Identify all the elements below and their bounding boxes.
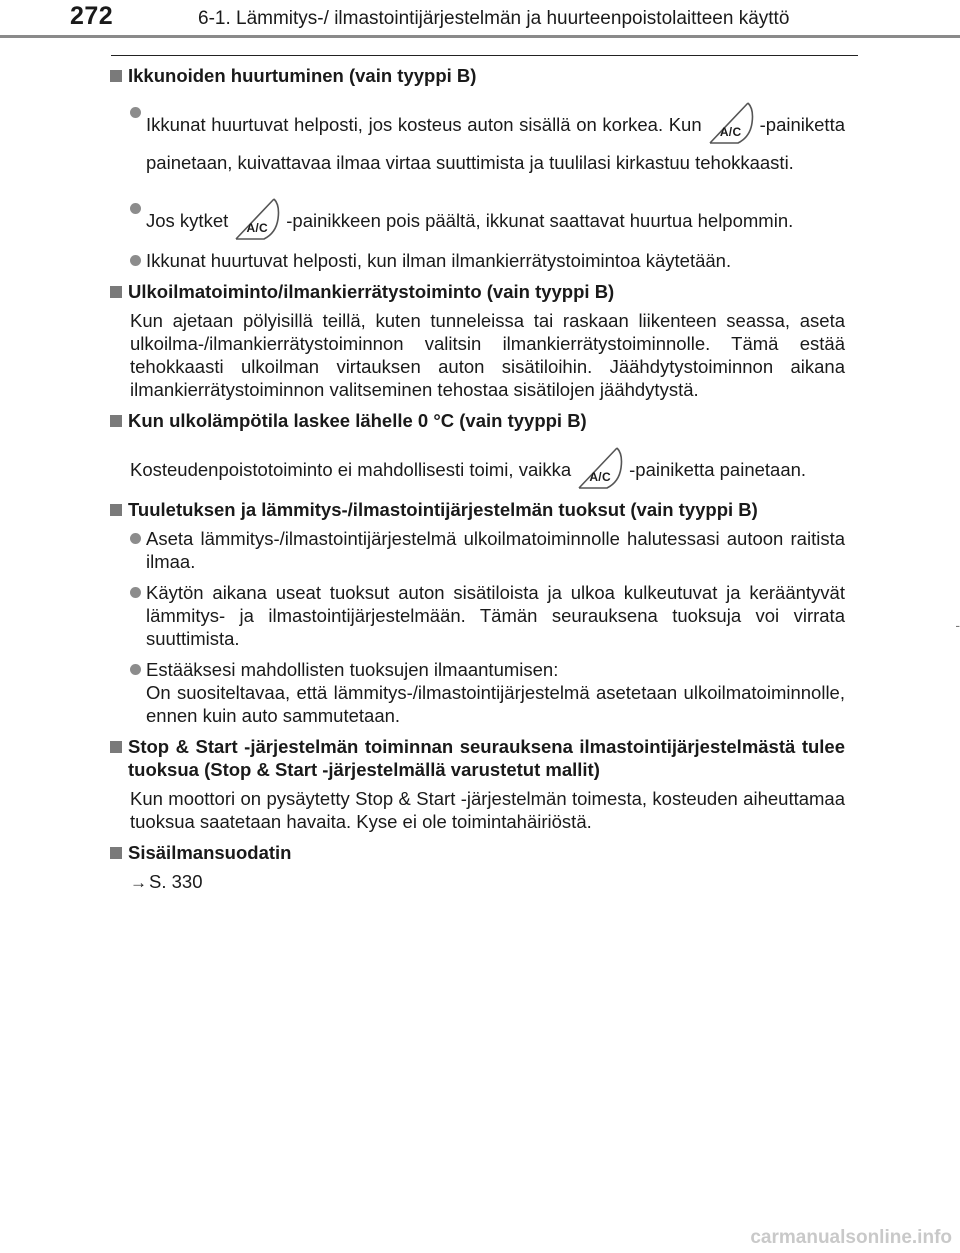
heading-text: Kun ulkolämpötila laskee lähelle 0 °C (vain tyyppi B) bbox=[128, 410, 587, 431]
ac-label: A/C bbox=[719, 125, 742, 139]
square-bullet-icon bbox=[110, 415, 122, 427]
heading-text: Stop & Start -järjestelmän toiminnan seurauksena ilmastointijärjestelmästä tulee tuoksua (Stop & Start -järjestelmällä varustetut mallit) bbox=[128, 736, 845, 780]
item-text: Ikkunat huurtuvat helposti, kun ilman ilmankierrätystoimintoa käytetään. bbox=[146, 250, 732, 271]
page-number: 272 bbox=[70, 2, 114, 30]
heading-text: Tuuletuksen ja lämmitys-/ilmastointijärjestelmän tuoksut (vain tyyppi B) bbox=[128, 499, 758, 520]
circle-bullet-icon bbox=[130, 255, 141, 266]
section-odors bbox=[110, 498, 845, 727]
item-text-cont: -painikkeen pois päältä, ikkunat saattavat huurtua helpommin. bbox=[286, 210, 794, 231]
heading-text: Ikkunoiden huurtuminen (vain tyyppi B) bbox=[128, 65, 477, 86]
paragraph bbox=[130, 446, 845, 490]
item-text: Estääksesi mahdollisten tuoksujen ilmaantumisen: bbox=[146, 659, 559, 680]
item-text: Aseta lämmitys-/ilmastointijärjestelmä ulkoilmatoiminnolle halutessasi autoon raitista ilmaa. bbox=[146, 528, 845, 572]
page-reference-text[interactable]: S. 330 bbox=[149, 871, 203, 892]
page-reference[interactable] bbox=[130, 870, 845, 894]
header-rule bbox=[0, 35, 960, 38]
header-title: 6-1. Lämmitys-/ ilmastointijärjestelmän ja huurteenpoistolaitteen käyttö bbox=[198, 8, 790, 29]
section-outside-temp-near-zero bbox=[110, 409, 845, 490]
ac-button-icon bbox=[577, 446, 623, 490]
section-cabin-air-filter bbox=[110, 841, 845, 894]
section-heading bbox=[110, 735, 845, 781]
heading-text: Ulkoilmatoiminto/ilmankierrätystoiminto (vain tyyppi B) bbox=[128, 281, 615, 302]
heading-text: Sisäilmansuodatin bbox=[128, 842, 292, 863]
list-item bbox=[130, 101, 845, 181]
item-text-cont: On suositeltavaa, että lämmitys-/ilmastointijärjestelmä asetetaan ulkoilmatoiminnolle, ennen kuin auto sammutetaan. bbox=[146, 682, 845, 726]
paragraph: Kun moottori on pysäytetty Stop & Start -järjestelmän toimesta, kosteuden aiheuttamaa tuoksua saatetaan havaita. Kyse ei ole toimintahäiriöstä. bbox=[130, 788, 845, 832]
paragraph: Kun ajetaan pölyisillä teillä, kuten tunneleissa tai raskaan liikenteen seassa, aseta ulkoilma-/ilmankierrätystoiminnon valitsin ilmankierrätystoiminnolle. Tämä estää tehokkaasti ulkoilman virtauksen auton sisätiloihin. Jäähdytystoiminnon aikana ilmankierrätystoiminnon valitseminen tehostaa sisätilojen jäähdytystä. bbox=[130, 310, 845, 400]
circle-bullet-icon bbox=[130, 664, 141, 675]
square-bullet-icon bbox=[110, 70, 122, 82]
ac-label: A/C bbox=[246, 221, 269, 235]
item-text: Ikkunat huurtuvat helposti, jos kosteus auton sisällä on korkea. Kun bbox=[146, 114, 702, 135]
square-bullet-icon bbox=[110, 286, 122, 298]
paragraph-text-cont: -painiketta painetaan. bbox=[629, 459, 807, 480]
list-item bbox=[130, 527, 845, 573]
section-outside-air-recirculation bbox=[110, 280, 845, 401]
ac-button-icon bbox=[234, 197, 280, 241]
watermark: carmanualsonline.info bbox=[750, 1227, 952, 1248]
content bbox=[110, 64, 845, 902]
square-bullet-icon bbox=[110, 741, 122, 753]
square-bullet-icon bbox=[110, 847, 122, 859]
circle-bullet-icon bbox=[130, 533, 141, 544]
edge-mark: - bbox=[955, 617, 960, 633]
section-window-fogging bbox=[110, 64, 845, 272]
item-text: Jos kytket bbox=[146, 210, 229, 231]
square-bullet-icon bbox=[110, 504, 122, 516]
section-heading bbox=[110, 409, 845, 432]
section-heading bbox=[110, 498, 845, 521]
list-item bbox=[130, 197, 845, 241]
ac-label: A/C bbox=[589, 470, 611, 484]
list-item bbox=[130, 581, 845, 650]
circle-bullet-icon bbox=[130, 587, 141, 598]
arrow-right-icon: → bbox=[130, 873, 147, 892]
item-text: Käytön aikana useat tuoksut auton sisätiloista ja ulkoa kulkeutuvat ja kerääntyvät lämmitys- ja ilmastointijärjestelmään. Tämän seurauksena tuoksuja voi virrata suuttimista. bbox=[146, 582, 845, 649]
list-item bbox=[130, 249, 845, 272]
section-heading bbox=[110, 64, 845, 87]
ac-button-icon bbox=[708, 101, 754, 145]
section-heading bbox=[110, 841, 845, 864]
section-rule bbox=[111, 55, 858, 56]
item-text-cont: -painiketta painetaan, kuivattavaa ilmaa virtaa suuttimista ja tuulilasi kirkastuu tehokkaasti. bbox=[146, 114, 845, 173]
paragraph-text: Kosteudenpoistotoiminto ei mahdollisesti toimi, vaikka bbox=[130, 459, 572, 480]
section-heading bbox=[110, 280, 845, 303]
list-item bbox=[130, 658, 845, 727]
section-stop-start-odor bbox=[110, 735, 845, 833]
circle-bullet-icon bbox=[130, 203, 141, 214]
circle-bullet-icon bbox=[130, 107, 141, 118]
